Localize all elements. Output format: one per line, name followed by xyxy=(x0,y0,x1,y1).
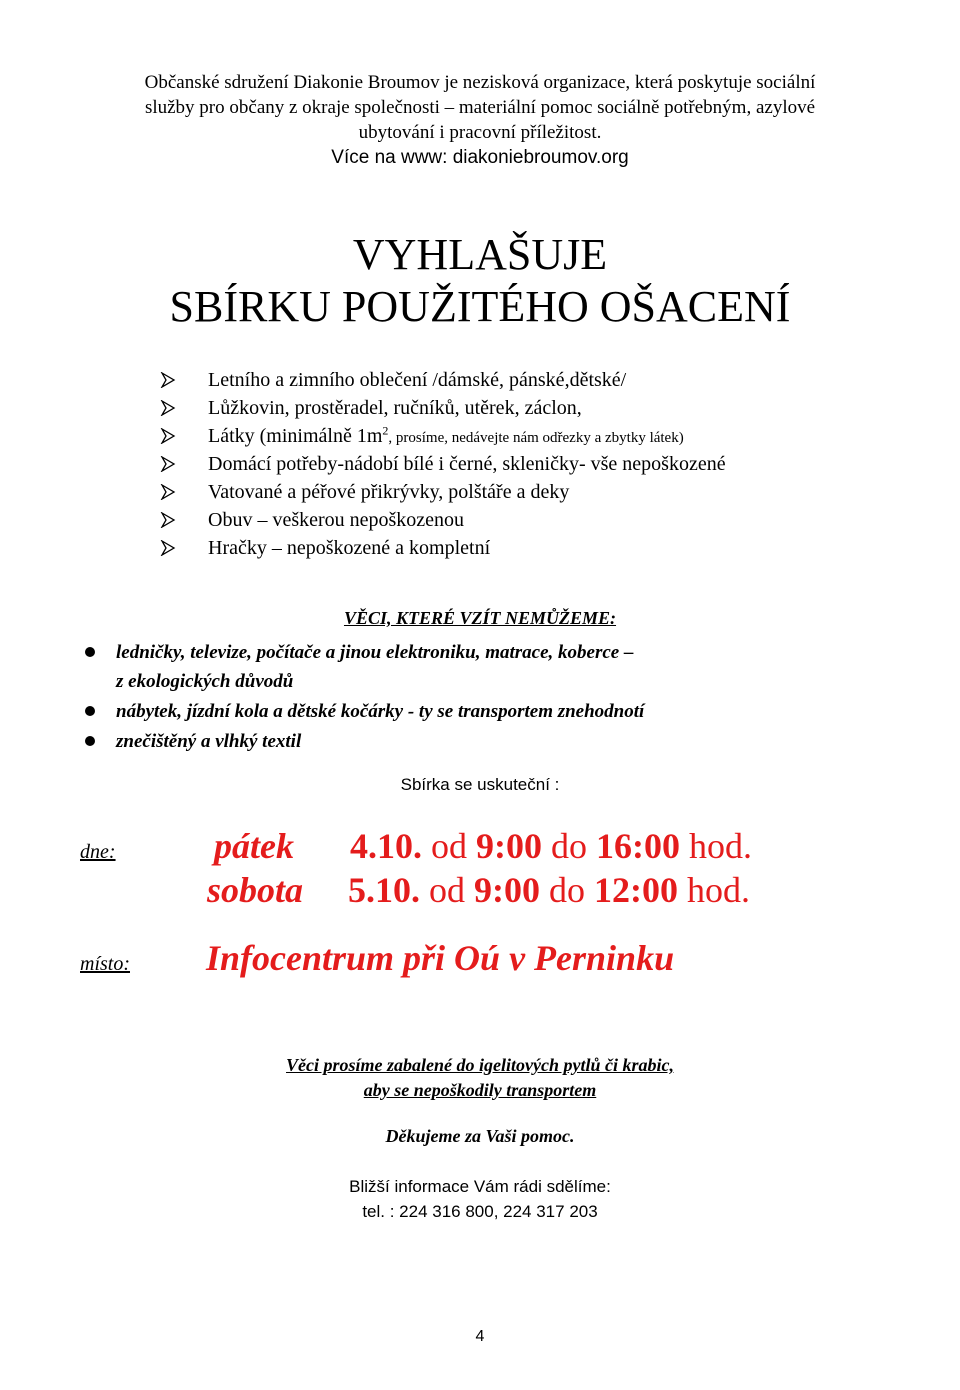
time-range xyxy=(350,825,752,867)
list-item xyxy=(160,534,880,562)
phone-line: tel. : 224 316 800, 224 317 203 xyxy=(362,1202,598,1221)
list-item-text: Vatované a péřové přikrývky, polštáře a deky xyxy=(208,481,570,503)
list-item-note: , prosíme, nedávejte nám odřezky a zbytky látek) xyxy=(388,430,684,446)
contact-line: Bližší informace Vám rádi sdělíme: xyxy=(349,1177,611,1196)
packing-line: Věci prosíme zabalené do igelitových pytlů či krabic, xyxy=(286,1055,674,1075)
unit: hod. xyxy=(689,826,752,866)
list-item xyxy=(80,638,920,696)
list-item-text: ledničky, televize, počítače a jinou elektroniku, matrace, koberce – xyxy=(116,642,634,663)
from-time: 9:00 xyxy=(474,870,540,910)
arrow-bullet-icon xyxy=(160,456,176,472)
list-item-text: Domácí potřeby-nádobí bílé i černé, skleničky- vše nepoškozené xyxy=(208,453,726,475)
intro-line: Občanské sdružení Diakonie Broumov je nezisková organizace, která poskytuje sociální xyxy=(144,72,816,93)
accepted-items-list xyxy=(160,366,880,562)
list-item xyxy=(160,394,880,422)
website-line: Více na www: diakoniebroumov.org xyxy=(331,147,629,168)
packing-note xyxy=(0,1053,960,1103)
contact-info xyxy=(0,1174,960,1224)
from-word: od xyxy=(429,870,465,910)
arrow-bullet-icon xyxy=(160,484,176,500)
to-time: 16:00 xyxy=(596,826,680,866)
bullet-icon xyxy=(85,706,95,716)
list-item-text: Obuv – veškerou nepoškozenou xyxy=(208,509,465,531)
list-item xyxy=(160,366,880,394)
bullet-icon xyxy=(85,736,95,746)
arrow-bullet-icon xyxy=(160,400,176,416)
to-word: do xyxy=(549,870,585,910)
arrow-bullet-icon xyxy=(160,512,176,528)
list-item xyxy=(80,697,920,726)
from-time: 9:00 xyxy=(476,826,542,866)
rejected-heading: VĚCI, KTERÉ VZÍT NEMŮŽEME: xyxy=(343,608,617,628)
list-item-text: Lůžkovin, prostěradel, ručníků, utěrek, záclon, xyxy=(208,397,582,419)
to-time: 12:00 xyxy=(594,870,678,910)
intro-line: ubytování i pracovní příležitost. xyxy=(358,122,602,143)
list-item xyxy=(160,506,880,534)
bullet-icon xyxy=(85,647,95,657)
page-number: 4 xyxy=(475,1328,485,1345)
time-range xyxy=(348,869,750,911)
place-name: Infocentrum při Oú v Perninku xyxy=(206,938,675,978)
place-label: místo: xyxy=(80,953,130,975)
list-item xyxy=(160,422,880,450)
intro-paragraph xyxy=(100,70,860,170)
to-word: do xyxy=(551,826,587,866)
list-item xyxy=(80,727,920,756)
date-label: dne: xyxy=(80,841,116,863)
arrow-bullet-icon xyxy=(160,540,176,556)
list-item-text: Látky (minimálně 1m xyxy=(208,425,383,447)
day-name: sobota xyxy=(207,870,304,910)
list-item xyxy=(160,478,880,506)
collection-intro: Sbírka se uskuteční : xyxy=(400,775,560,794)
thanks-text: Děkujeme za Vaši pomoc. xyxy=(385,1126,575,1146)
arrow-bullet-icon xyxy=(160,372,176,388)
date: 4.10. xyxy=(350,826,422,866)
intro-line: služby pro občany z okraje společnosti – materiální pomoc sociálně potřebným, azylové xyxy=(144,97,816,118)
list-item-text: z ekologických důvodů xyxy=(116,671,294,692)
from-word: od xyxy=(431,826,467,866)
day-name: pátek xyxy=(214,826,294,866)
title-collection: SBÍRKU POUŽITÉHO OŠACENÍ xyxy=(169,282,791,331)
list-item-text: Letního a zimního oblečení /dámské, pánské,dětské/ xyxy=(208,369,627,391)
arrow-bullet-icon xyxy=(160,428,176,444)
date: 5.10. xyxy=(348,870,420,910)
rejected-items-list xyxy=(80,638,920,756)
list-item-text: Hračky – nepoškozené a kompletní xyxy=(208,537,491,559)
unit: hod. xyxy=(687,870,750,910)
list-item-text: znečištěný a vlhký textil xyxy=(116,731,302,752)
packing-line: aby se nepoškodily transportem xyxy=(363,1080,597,1100)
superscript: 2 xyxy=(382,423,389,438)
title-announce: VYHLAŠUJE xyxy=(352,230,608,279)
list-item-text: nábytek, jízdní kola a dětské kočárky - ty se transportem znehodnotí xyxy=(116,701,645,722)
list-item xyxy=(160,450,880,478)
